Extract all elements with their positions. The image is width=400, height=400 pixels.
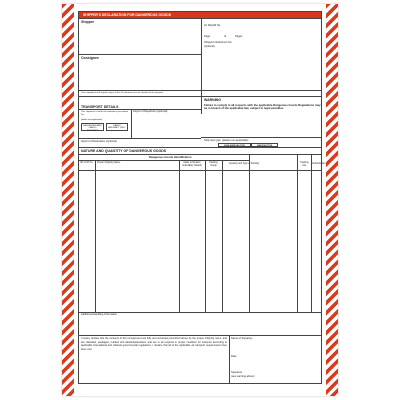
col-class-division: Class or Division (subsidiary hazard) (182, 162, 202, 167)
additional-handling-label: Additional Handling Information (81, 313, 118, 316)
shipper-label: Shipper (81, 20, 95, 24)
warning-label: WARNING (204, 98, 221, 102)
consignee-field[interactable] (79, 54, 201, 90)
shipper-field[interactable] (79, 18, 201, 44)
right-hazard-stripe (326, 4, 338, 396)
passenger-cargo-box[interactable]: PASSENGER AND CARGO AIRCRAFT (81, 123, 104, 131)
form-title: SHIPPER'S DECLARATION FOR DANGEROUS GOODS (79, 12, 321, 18)
goods-table-body[interactable] (79, 170, 321, 312)
shipper-reference-label: Shipper's Reference No. (204, 41, 233, 44)
date-label: Date (231, 355, 237, 358)
page-label: Page (204, 35, 211, 38)
signature-note: (see warning above) (231, 374, 255, 378)
limitations-note: This shipment is within the limitations prescribed for: (81, 111, 128, 116)
col-un-no: UN or ID No. (80, 162, 94, 164)
identification-label: Dangerous Goods Identification (149, 154, 192, 159)
col-authorization: Authorization (312, 163, 326, 165)
destination-label: Airport of Destination (optional) (81, 140, 117, 143)
delete-note: (delete non-applicable) (81, 119, 103, 121)
col-packing-inst: Packing Inst. (300, 162, 309, 167)
non-radioactive-box[interactable]: NON-RADIOACTIVE (218, 143, 251, 147)
pages-label: Pages (235, 35, 243, 38)
declaration-sheet (62, 4, 338, 396)
declaration-form (78, 11, 326, 384)
declaration-text: I hereby declare that the contents of this consignment are fully and accurately described above by the proper shipping name, and are classified, packaged, marked and labelled/placarded, and are in all respects in proper condition for transport according to applicable international and national governmental regulations. I declare that all of the applicable air transport requirements have been met. (81, 337, 227, 351)
shipment-type-label: Shipment type: (delete non-applicable) (204, 139, 249, 142)
departure-label: Airport of Departure (optional) (133, 110, 168, 113)
transport-details-label: TRANSPORT DETAILS (81, 105, 119, 109)
two-copies-note: Two completed and signed copies of this Declaration must be handed to the operator. (81, 92, 164, 94)
left-hazard-stripe (62, 4, 74, 396)
col-quantity: Quantity and Type of Packing (229, 163, 259, 165)
page-of-label: of (224, 35, 227, 38)
radioactive-box[interactable]: RADIOACTIVE (251, 143, 278, 147)
col-packing-group: Packing Group (209, 162, 218, 167)
col-shipping-name: Proper Shipping Name (97, 162, 121, 164)
air-waybill-label: Air Waybill No. (204, 24, 221, 27)
signatory-name-label: Name of Signatory (231, 337, 253, 340)
signature-label: Signature (231, 371, 243, 374)
signatory-field[interactable] (229, 335, 321, 385)
warning-text: Failure to comply in all respects with the applicable Dangerous Goods Regulations may be in breach of the applicable law, subject to legal penalties. (204, 102, 321, 110)
consignee-label: Consignee (81, 56, 99, 60)
cargo-only-box[interactable]: CARGO AIRCRAFT ONLY (106, 123, 128, 131)
nature-quantity-label: NATURE AND QUANTITY OF DANGEROUS GOODS (81, 149, 167, 153)
additional-handling-field[interactable] (79, 312, 321, 335)
shipper-reference-note: (optional) (204, 44, 215, 48)
